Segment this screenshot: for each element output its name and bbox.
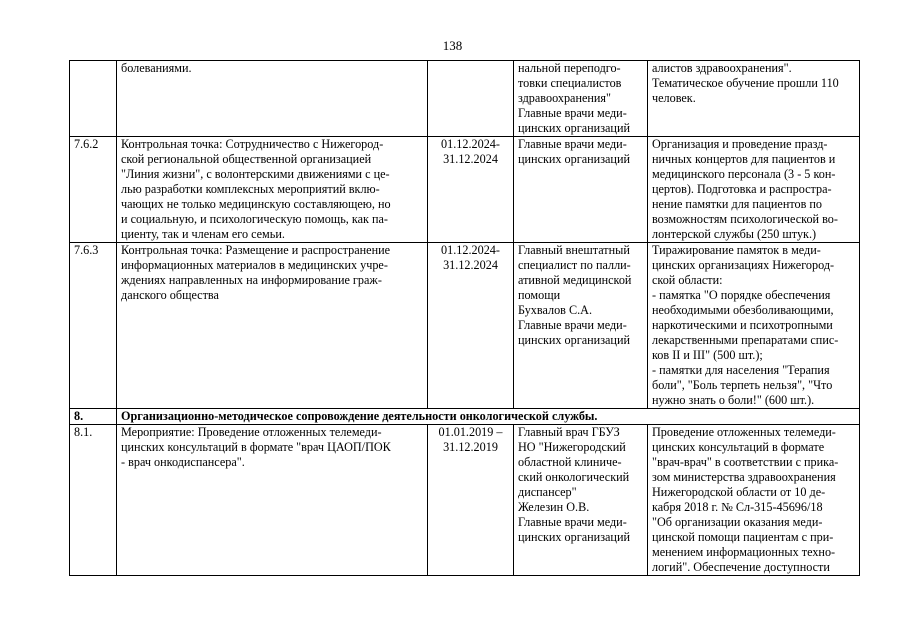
row-dates bbox=[428, 61, 514, 137]
row-dates: 01.12.2024- 31.12.2024 bbox=[428, 137, 514, 243]
row-result: Тиражирование памяток в меди- цинских организациях Нижегород- ской области: - памятка "О порядке обеспечения необходимыми обезболивающими, наркотическими и психотропными лекарственными препаратами спис- ков II и III" (500 шт.); - памятки для населения "Терапия боли", "Боль терпеть нельзя", "Что нужно знать о боли!" (600 шт.). bbox=[648, 243, 860, 409]
section-row bbox=[70, 409, 860, 425]
row-number bbox=[70, 61, 117, 137]
section-number: 8. bbox=[70, 409, 117, 425]
row-result: Проведение отложенных телемеди- цинских консультаций в формате "врач-врач" в соответствии с прика- зом министерства здравоохранения Нижегородской области от 10 де- кабря 2018 г. № Сл-315-45696/18 "Об организации оказания меди- цинской помощи пациентам с при- менением информационных техно- логий". Обеспечение доступности bbox=[648, 425, 860, 576]
row-number: 7.6.2 bbox=[70, 137, 117, 243]
page-number: 138 bbox=[442, 38, 463, 53]
table-row bbox=[70, 61, 860, 137]
row-responsible: Главные врачи меди- цинских организаций bbox=[514, 137, 648, 243]
row-result: Организация и проведение празд- ничных концертов для пациентов и медицинского персонала (3 - 5 кон- цертов). Подготовка и распростра- нение памятки для пациентов по возможностям психологической во- лонтерской службы (250 штук.) bbox=[648, 137, 860, 243]
table-row bbox=[70, 243, 860, 409]
row-number: 7.6.3 bbox=[70, 243, 117, 409]
table-row bbox=[70, 425, 860, 576]
row-description: Мероприятие: Проведение отложенных телемеди- цинских консультаций в формате "врач ЦАОП/ПОК - врач онкодиспансера". bbox=[117, 425, 428, 576]
row-number: 8.1. bbox=[70, 425, 117, 576]
row-description: Контрольная точка: Сотрудничество с Нижегород- ской региональной общественной организацией "Линия жизни", с волонтерскими движениями с це- лью разработки комплексных мероприятий вклю- чающих не только медицинскую составляющею, но и социальную, и психологическую помощь, как па- циенту, так и членам его семьи. bbox=[117, 137, 428, 243]
row-responsible: нальной переподго- товки специалистов здравоохранения" Главные врачи меди- цинских организаций bbox=[514, 61, 648, 137]
section-title: Организационно-методическое сопровождение деятельности онкологической службы. bbox=[117, 409, 860, 425]
row-responsible: Главный внештатный специалист по палли- ативной медицинской помощи Бухвалов С.А. Главные врачи меди- цинских организаций bbox=[514, 243, 648, 409]
row-description: Контрольная точка: Размещение и распространение информационных материалов в медицинских учре- ждениях направленных на информирование граж- данского общества bbox=[117, 243, 428, 409]
row-dates: 01.12.2024- 31.12.2024 bbox=[428, 243, 514, 409]
row-result: алистов здравоохранения". Тематическое обучение прошли 110 человек. bbox=[648, 61, 860, 137]
row-dates: 01.01.2019 – 31.12.2019 bbox=[428, 425, 514, 576]
row-description: болеваниями. bbox=[117, 61, 428, 137]
plan-table bbox=[69, 60, 860, 576]
row-responsible: Главный врач ГБУЗ НО "Нижегородский областной клиниче- ский онкологический диспансер" Железин О.В. Главные врачи меди- цинских организаций bbox=[514, 425, 648, 576]
table-row bbox=[70, 137, 860, 243]
